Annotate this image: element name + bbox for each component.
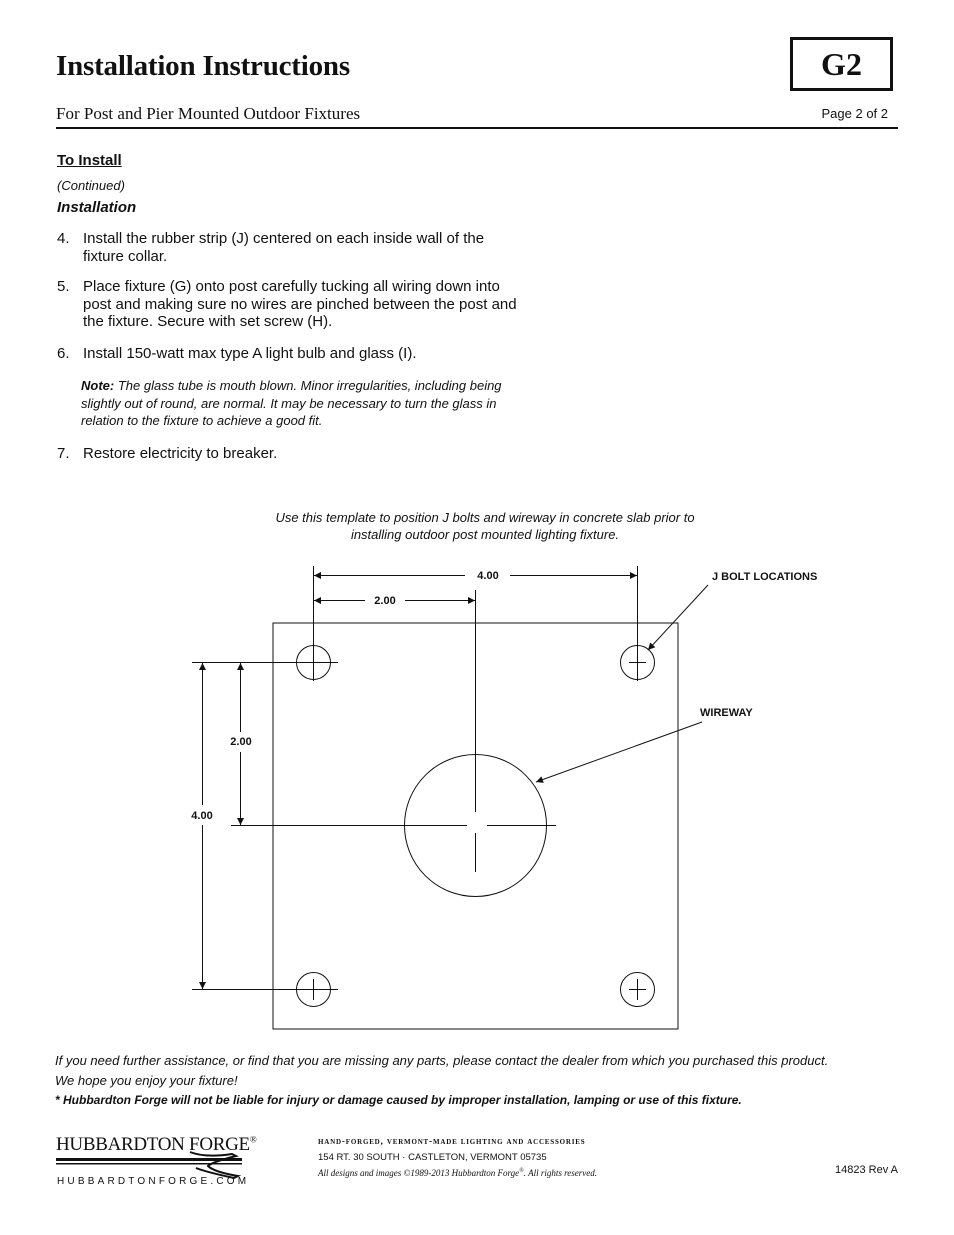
section-code: G2	[821, 45, 862, 82]
brand-registered-mark: ®	[249, 1134, 257, 1145]
page-number: Page 2 of 2	[821, 106, 888, 121]
dim-label-h-half: 2.00	[374, 595, 396, 607]
section-continued: (Continued)	[57, 178, 125, 193]
dim-label-v-half: 2.00	[230, 736, 252, 748]
step-text: Install 150-watt max type A light bulb and glass (I).	[83, 345, 417, 362]
note-text: The glass tube is mouth blown. Minor irregularities, including being slightly out of round, are normal. It may be necessary to turn the glass in relation to the fixture to achieve a good fit.	[81, 378, 502, 428]
step-number: 7.	[57, 445, 70, 462]
step-text: Restore electricity to breaker.	[83, 445, 278, 462]
brand-name: HUBBARDTON FORGE	[56, 1134, 250, 1155]
brand-url: HUBBARDTONFORGE.COM	[57, 1176, 250, 1187]
step-number: 6.	[57, 345, 70, 362]
step-text: Place fixture (G) onto post carefully tucking all wiring down into post and making sure no wires are pinched between the post and the fixture. Secure with set screw (H).	[83, 278, 517, 330]
step-number: 4.	[57, 230, 70, 247]
copyright-text: All designs and images ©1989-2013 Hubbardton Forge	[318, 1168, 520, 1178]
dim-label-v-full: 4.00	[191, 810, 213, 822]
copyright	[318, 1168, 597, 1178]
page-subtitle: For Post and Pier Mounted Outdoor Fixtures	[56, 104, 361, 123]
company-address: 154 RT. 30 SOUTH · CASTLETON, VERMONT 05735	[318, 1152, 547, 1163]
brand-tagline: hand-forged, vermont-made lighting and accessories	[318, 1137, 586, 1147]
template-caption-line-2: installing outdoor post mounted lighting fixture.	[350, 527, 620, 542]
section-heading: To Install	[57, 152, 122, 169]
copyright-registered-mark: ®	[519, 1168, 524, 1174]
copyright-suffix: . All rights reserved.	[523, 1168, 597, 1178]
step-number: 5.	[57, 278, 70, 295]
liability-disclaimer: * Hubbardton Forge will not be liable for injury or damage caused by improper installation, lamping or use of this fixture.	[55, 1093, 742, 1107]
brand-logo	[56, 1134, 256, 1156]
section-subheading: Installation	[57, 199, 137, 216]
assistance-line-2: We hope you enjoy your fixture!	[55, 1073, 238, 1088]
note-label: Note:	[81, 378, 115, 393]
callout-wireway: WIREWAY	[700, 707, 753, 719]
document-revision: 14823 Rev A	[835, 1164, 898, 1176]
callout-jbolt-locations: J BOLT LOCATIONS	[712, 571, 818, 583]
template-caption-line-1: Use this template to position J bolts and wireway in concrete slab prior to	[275, 510, 695, 525]
page-title: Installation Instructions	[56, 50, 350, 82]
step-text: Install the rubber strip (J) centered on each inside wall of the fixture collar.	[83, 230, 485, 265]
assistance-text	[55, 1051, 915, 1091]
dim-label-h-full: 4.00	[477, 570, 499, 582]
assistance-line-1: If you need further assistance, or find that you are missing any parts, please contact the dealer from which you purchased this product.	[55, 1053, 829, 1068]
leader-wireway	[536, 722, 702, 782]
